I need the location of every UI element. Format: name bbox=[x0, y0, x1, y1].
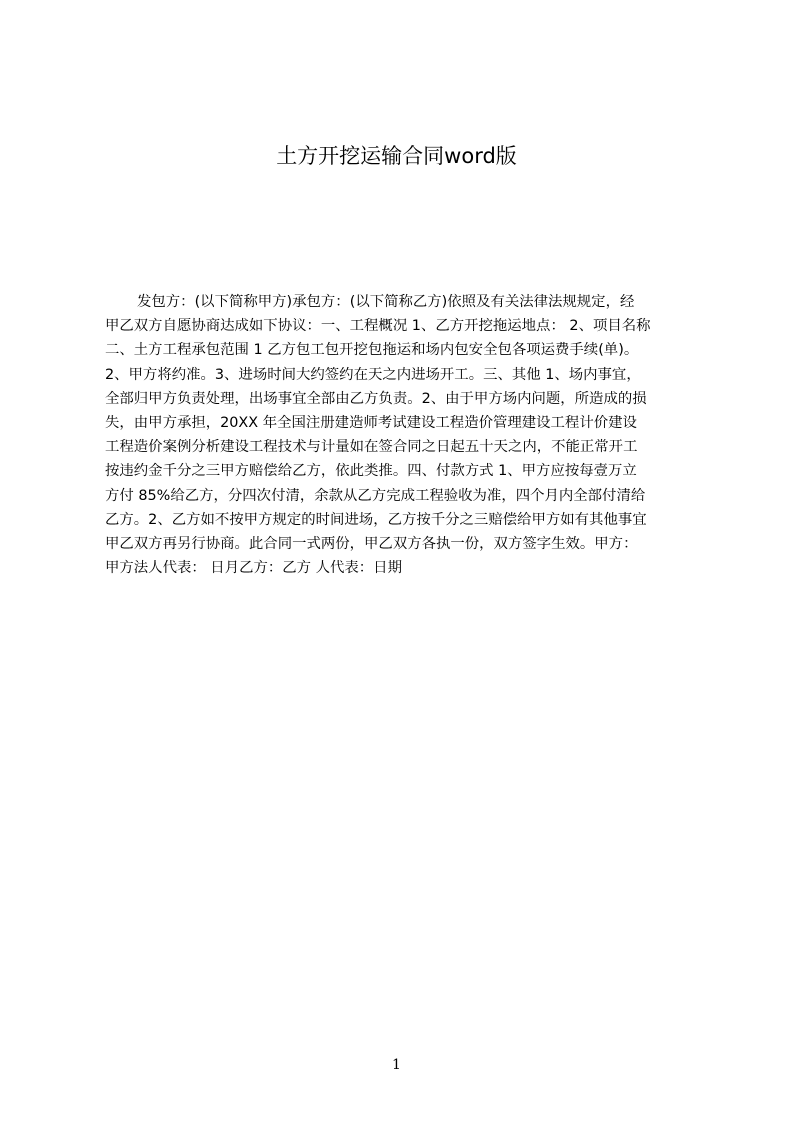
body-line-4: 2、甲方将约准。3、进场时间大约签约在天之内进场开工。三、其他 1、场内事宜， bbox=[105, 366, 641, 383]
body-line-5: 全部归甲方负责处理，出场事宜全部由乙方负责。2、由于甲方场内问题，所造成的损 bbox=[105, 390, 647, 407]
body-line-9: 方付 85%给乙方，分四次付清，余款从乙方完成工程验收为准，四个月内全部付清给 bbox=[105, 487, 646, 504]
body-line-6: 失，由甲方承担，20XX 年全国注册建造师考试建设工程造价管理建设工程计价建设 bbox=[105, 414, 637, 431]
document-title: 土方开挖运输合同word版 bbox=[276, 144, 517, 168]
body-line-1: 发包方：(以下简称甲方)承包方：(以下简称乙方)依照及有关法律法规规定，经 bbox=[137, 294, 635, 310]
body-line-7: 工程造价案例分析建设工程技术与计量如在签合同之日起五十天之内，不能正常开工 bbox=[105, 439, 638, 456]
page-number: 1 bbox=[392, 1057, 401, 1073]
body-line-10: 乙方。2、乙方如不按甲方规定的时间进场，乙方按千分之三赔偿给甲方如有其他事宜 bbox=[105, 511, 647, 528]
body-line-8: 按违约金千分之三甲方赔偿给乙方，依此类推。四、付款方式 1、甲方应按每壹万立 bbox=[105, 463, 637, 480]
body-line-3: 二、土方工程承包范围 1 乙方包工包开挖包拖运和场内包安全包各项运费手续(单)。 bbox=[105, 342, 639, 359]
body-line-2: 甲乙双方自愿协商达成如下协议：一、工程概况 1、乙方开挖拖运地点： 2、项目名称 bbox=[105, 318, 651, 335]
body-line-12: 甲方法人代表： 日月乙方：乙方 人代表：日期 bbox=[105, 560, 402, 577]
body-line-11: 甲乙双方再另行协商。此合同一式两份，甲乙双方各执一份，双方签字生效。甲方： bbox=[105, 535, 638, 552]
contract-body bbox=[105, 290, 695, 580]
